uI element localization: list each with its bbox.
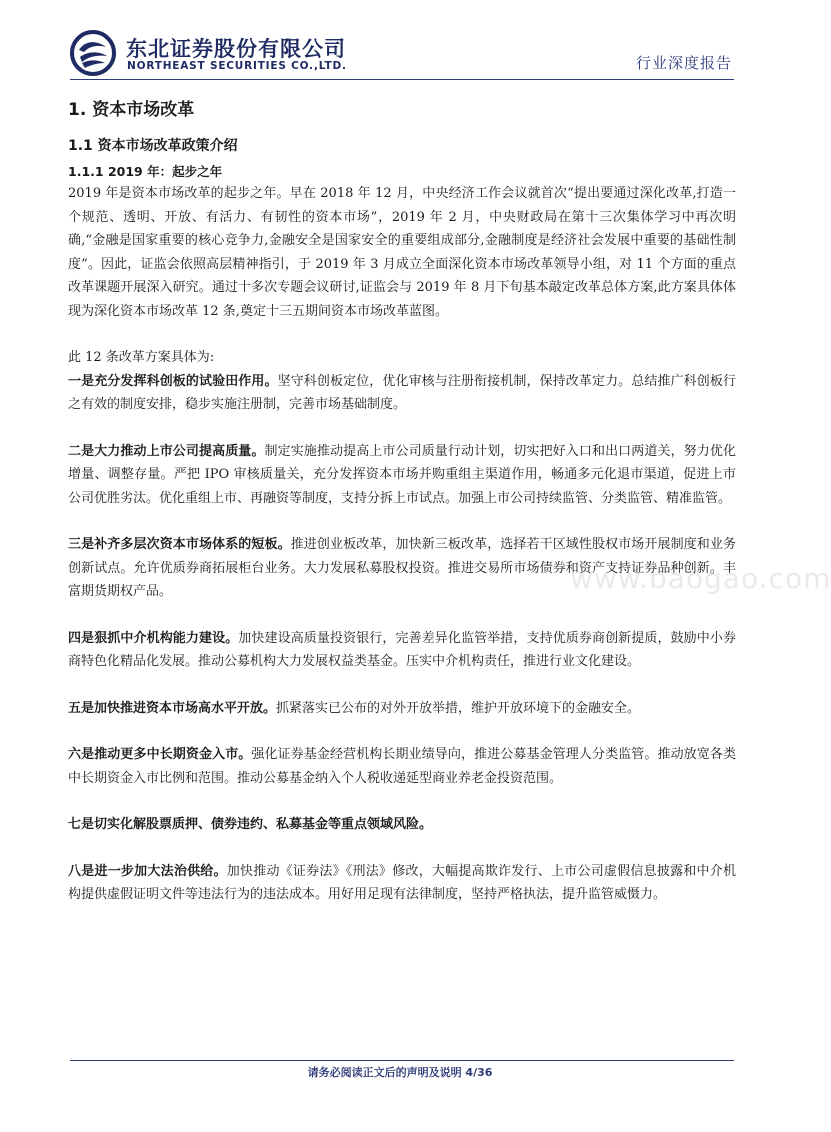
- reform-item-text: 抓紧落实已公布的对外开放举措，维护开放环境下的金融安全。: [276, 700, 641, 716]
- page-header: [0, 0, 800, 80]
- reform-item-text: 推进创业板改革，加快新三板改革，选择若干区域性股权市场开展制度和业务创新试点。允许优质券商拓展柜台业务。大力发展私募股权投资。推进交易所市场债券和资产支持证券品种创新。丰富期货期权产品。: [68, 537, 736, 599]
- report-type-label: 行业深度报告: [635, 54, 732, 72]
- company-name-cn: 东北证券股份有限公司: [126, 37, 346, 61]
- watermark: www.baogao.com: [570, 562, 831, 595]
- intro-paragraph: 2019 年是资本市场改革的起步之年。早在 2018 年 12 月，中央经济工作会议就首次“提出要通过深化改革,打造一个规范、透明、开放、有活力、有韧性的资本市场”，2019 年 2 月，中央财政局在第十三次集体学习中再次明确,“金融是国家重要的核心竞争力,金融安全是国家安全的重要组成部分,金融制度是经济社会发展中重要的基础性制度”。因此，证监会依照高层精神指引，于 2019 年 3 月成立全面深化资本市场改革领导小组，对 11 个方面的重点改革课题开展深入研究。通过十多次专题会议研讨,证监会与 2019 年 8 月下旬基本敲定改革总体方案,此方案具体体现为深化资本市场改革 12 条,奠定十三五期间资本市场改革蓝图。: [68, 186, 736, 319]
- reform-item-lead: 八是进一步加大法治供给。: [68, 863, 227, 879]
- section-heading: 1. 资本市场改革: [68, 100, 195, 120]
- list-intro: 此 12 条改革方案具体为:: [68, 350, 215, 365]
- reform-item: [68, 813, 736, 837]
- reform-item-text: 加快推动《证券法》《刑法》修改，大幅提高欺诈发行、上市公司虚假信息披露和中介机构提供虚假证明文件等违法行为的违法成本。用好用足现有法律制度，坚持严格执法，提升监管威慑力。: [68, 863, 736, 902]
- reform-item: [68, 697, 736, 721]
- reform-item-lead: 二是大力推动上市公司提高质量。: [68, 443, 265, 459]
- company-name-en: NORTHEAST SECURITIES CO.,LTD.: [127, 60, 347, 72]
- footer-divider: [70, 1060, 734, 1061]
- reform-item: [68, 743, 736, 790]
- reform-item: [68, 627, 736, 674]
- reform-item-text: 制定实施推动提高上市公司质量行动计划，切实把好入口和出口两道关，努力优化增量、调整存量。严把 IPO 审核质量关，充分发挥资本市场并购重组主渠道作用，畅通多元化退市渠道，促进上市公司优胜劣汰。优化重组上市、再融资等制度，支持分拆上市试点。加强上市公司持续监管、分类监管、精准监管。: [68, 443, 736, 506]
- footer-disclaimer: 请务必阅读正文后的声明及说明 4/36: [307, 1066, 493, 1079]
- reform-item-text: 坚守科创板定位，优化审核与注册衔接机制，保持改革定力。总结推广科创板行之有效的制度安排，稳步实施注册制，完善市场基础制度。: [68, 373, 736, 412]
- company-logo-icon: [70, 30, 116, 76]
- sub-subsection-heading: 1.1.1 2019 年：起步之年: [68, 164, 223, 179]
- reform-item-lead: 三是补齐多层次资本市场体系的短板。: [68, 537, 291, 552]
- reform-item-lead: 一是充分发挥科创板的试验田作用。: [68, 373, 278, 389]
- reform-item-lead: 五是加快推进资本市场高水平开放。: [68, 700, 277, 716]
- reform-item-text: 强化证券基金经营机构长期业绩导向，推进公募基金管理人分类监管。推动放宽各类中长期资金入市比例和范围。推动公募基金纳入个人税收递延型商业养老金投资范围。: [68, 747, 736, 786]
- reform-item: [68, 370, 736, 417]
- main-content: [68, 98, 736, 907]
- reform-item-lead: 七是切实化解股票质押、债券违约、私募基金等重点领域风险。: [68, 817, 433, 832]
- reform-item: [68, 440, 736, 511]
- reform-item-lead: 六是推动更多中长期资金入市。: [68, 747, 252, 762]
- header-divider: [70, 79, 734, 80]
- reform-item-text: 加快建设高质量投资银行，完善差异化监管举措，支持优质券商创新提质，鼓励中小券商特色化精品化发展。推动公募机构大力发展权益类基金。压实中介机构责任，推进行业文化建设。: [68, 630, 736, 669]
- subsection-heading: 1.1 资本市场改革政策介绍: [68, 138, 238, 154]
- reform-item-lead: 四是狠抓中介机构能力建设。: [68, 630, 239, 646]
- reform-item: [68, 860, 736, 907]
